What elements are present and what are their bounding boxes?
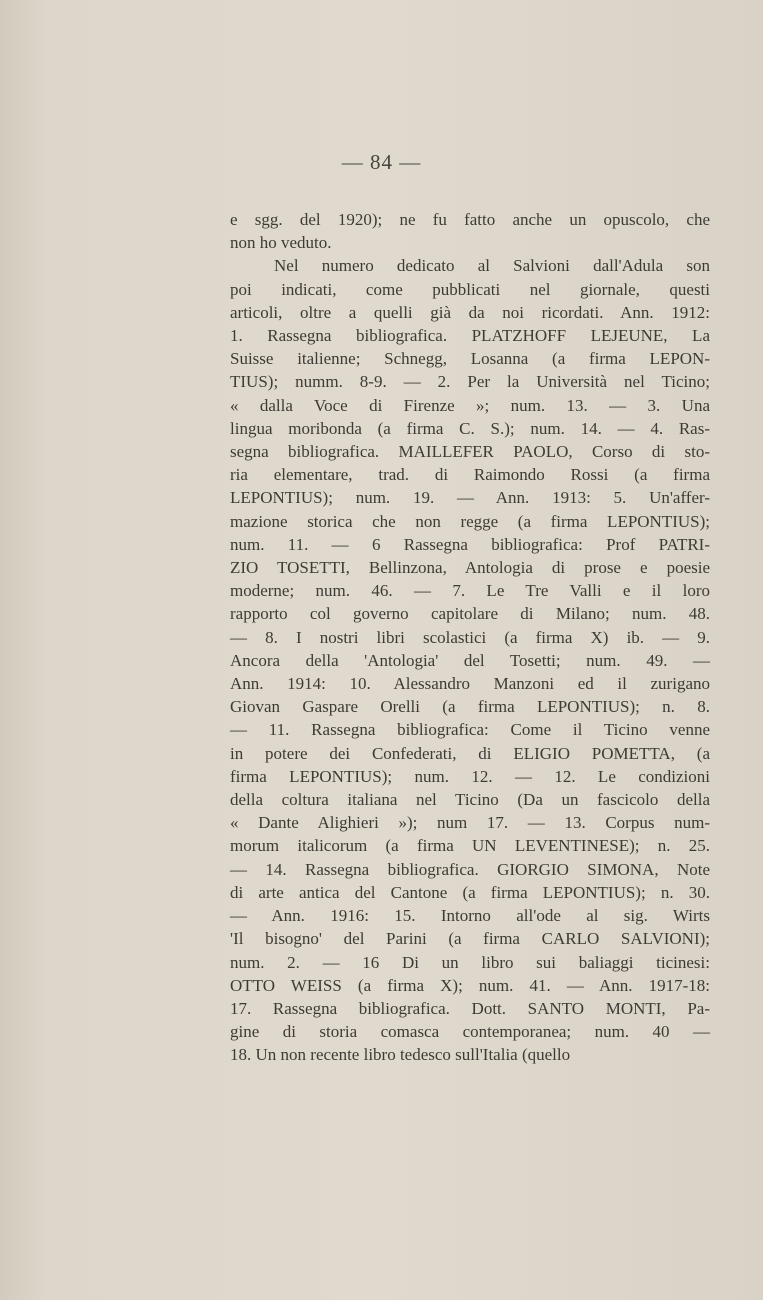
text-line: rapporto col governo capitolare di Milano; num. 48.	[230, 604, 710, 624]
text-line: — 11. Rassegna bibliografica: Come il Ticino venne	[230, 720, 710, 740]
text-line: moderne; num. 46. — 7. Le Tre Valli e il loro	[230, 581, 710, 601]
text-line: lingua moribonda (a firma C. S.); num. 14. — 4. Ras-	[230, 418, 710, 438]
text-line: num. 2. — 16 Di un libro sui baliaggi ticinesi:	[230, 952, 710, 972]
text-line: Ann. 1914: 10. Alessandro Manzoni ed il zurigano	[230, 674, 710, 694]
text-line: OTTO WEISS (a firma X); num. 41. — Ann. 1917-18:	[230, 975, 710, 995]
text-line: morum italicorum (a firma UN LEVENTINESE); n. 25.	[230, 836, 710, 856]
text-line: della coltura italiana nel Ticino (Da un fascicolo della	[230, 790, 710, 810]
text-line: ria elementare, trad. di Raimondo Rossi (a firma	[230, 465, 710, 485]
text-line: 'Il bisogno' del Parini (a firma CARLO SALVIONI);	[230, 929, 710, 949]
text-line: e sgg. del 1920); ne fu fatto anche un opuscolo, che	[230, 210, 710, 229]
body-text	[230, 208, 710, 1067]
text-line: segna bibliografica. MAILLEFER PAOLO, Corso di sto-	[230, 442, 710, 462]
text-line: 1. Rassegna bibliografica. PLATZHOFF LEJEUNE, La	[230, 326, 710, 346]
text-line: « dalla Voce di Firenze »; num. 13. — 3. Una	[230, 395, 710, 415]
text-line: non ho veduto.	[230, 233, 332, 253]
text-line: poi indicati, come pubblicati nel giornale, questi	[230, 279, 710, 299]
text-line: mazione storica che non regge (a firma LEPONTIUS);	[230, 511, 710, 531]
text-line: Ancora della 'Antologia' del Tosetti; num. 49. —	[230, 650, 710, 670]
text-line: gine di storia comasca contemporanea; num. 40 —	[230, 1022, 710, 1042]
text-line: 18. Un non recente libro tedesco sull'Italia (quello	[230, 1045, 571, 1065]
text-line: in potere dei Confederati, di ELIGIO POMETTA, (a	[230, 743, 710, 763]
text-line: articoli, oltre a quelli già da noi ricordati. Ann. 1912:	[230, 302, 710, 322]
text-line: firma LEPONTIUS); num. 12. — 12. Le condizioni	[230, 766, 710, 786]
text-line: num. 11. — 6 Rassegna bibliografica: Prof PATRI-	[230, 534, 710, 554]
text-line: « Dante Alighieri »); num 17. — 13. Corpus num-	[230, 813, 710, 833]
text-line: — Ann. 1916: 15. Intorno all'ode al sig. Wirts	[230, 906, 710, 926]
text-line: LEPONTIUS); num. 19. — Ann. 1913: 5. Un'affer-	[230, 488, 710, 508]
text-line: Nel numero dedicato al Salvioni dall'Adula son	[274, 256, 710, 276]
text-line: di arte antica del Cantone (a firma LEPONTIUS); n. 30.	[230, 882, 710, 902]
text-line: TIUS); numm. 8-9. — 2. Per la Università nel Ticino;	[230, 372, 710, 392]
text-line: — 8. I nostri libri scolastici (a firma X) ib. — 9.	[230, 627, 710, 647]
text-line: Suisse italienne; Schnegg, Losanna (a firma LEPON-	[230, 349, 710, 369]
text-line: ZIO TOSETTI, Bellinzona, Antologia di prose e poesie	[230, 558, 710, 578]
text-line: — 14. Rassegna bibliografica. GIORGIO SIMONA, Note	[230, 859, 710, 879]
text-line-indented	[230, 254, 710, 277]
text-line: Giovan Gaspare Orelli (a firma LEPONTIUS); n. 8.	[230, 697, 710, 717]
page-number: — 84 —	[341, 150, 422, 174]
text-line: 17. Rassegna bibliografica. Dott. SANTO MONTI, Pa-	[230, 998, 710, 1018]
